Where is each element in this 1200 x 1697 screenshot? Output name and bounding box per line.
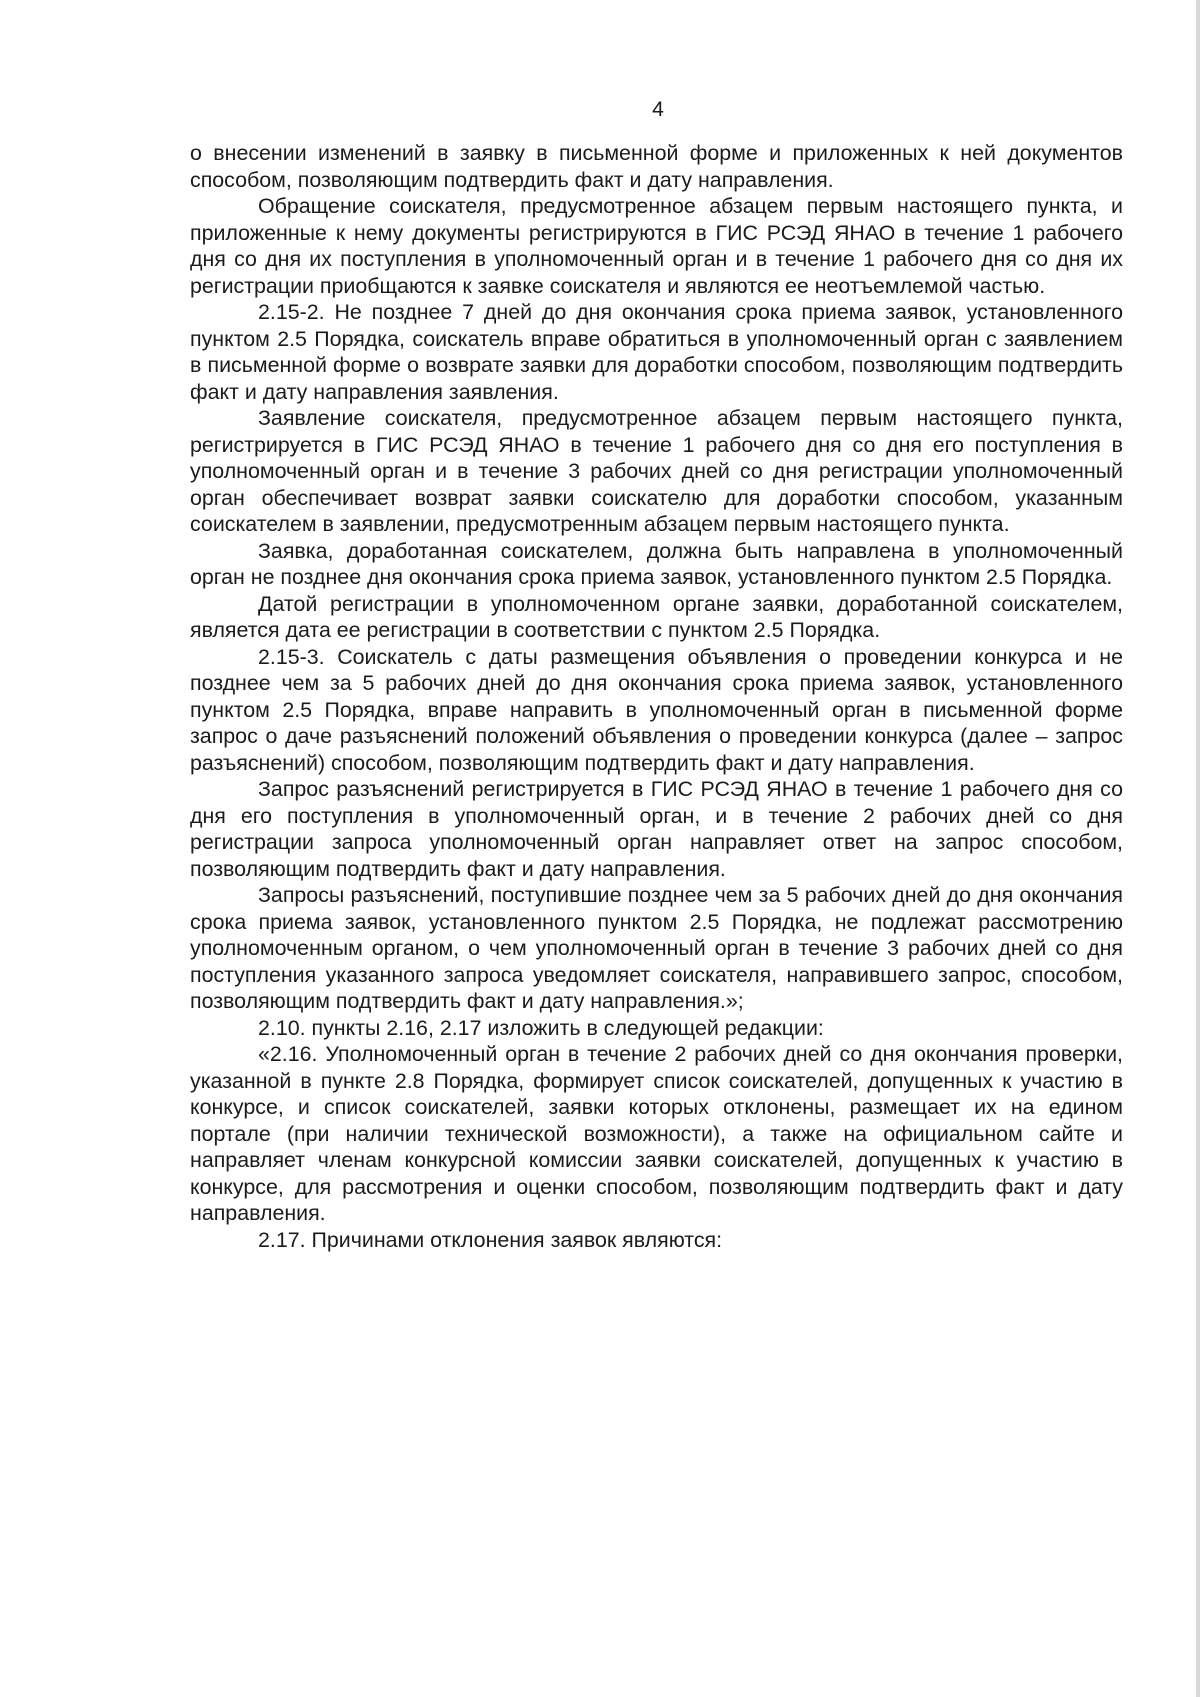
page-number: 4: [652, 98, 664, 121]
paragraph: «2.16. Уполномоченный орган в течение 2 рабочих дней со дня окончания проверки, указанной в пункте 2.8 Порядка, формирует список соискателей, допущенных к участию в конкурсе, и список соискателей, заявки которых отклонены, размещает их на едином портале (при наличии технической возможности), а также на официальном сайте и направляет членам конкурсной комиссии заявки соискателей, допущенных к участию в конкурсе, для рассмотрения и оценки способом, позволяющим подтвердить факт и дату направления.: [190, 1042, 1123, 1225]
paragraph: 2.17. Причинами отклонения заявок являются:: [258, 1227, 723, 1252]
paragraph: 2.15-3. Соискатель с даты размещения объявления о проведении конкурса и не позднее чем за 5 рабочих дней до дня окончания срока приема заявок, установленного пунктом 2.5 Порядка, вправе направить в уполномоченный орган в письменной форме запрос о даче разъяснений положений объявления о проведении конкурса (далее – запрос разъяснений) способом, позволяющим подтвердить факт и дату направления.: [190, 644, 1123, 775]
paragraph: Запрос разъяснений регистрируется в ГИС РСЭД ЯНАО в течение 1 рабочего дня со дня его поступления в уполномоченный орган, и в течение 2 рабочих дней со дня регистрации запроса уполномоченный орган направляет ответ на запрос способом, позволяющим подтвердить факт и дату направления.: [190, 777, 1123, 881]
paragraph: 2.15-2. Не позднее 7 дней до дня окончания срока приема заявок, установленного пунктом 2.5 Порядка, соискатель вправе обратиться в уполномоченный орган с заявлением в письменной форме о возврате заявки для доработки способом, позволяющим подтвердить факт и дату направления заявления.: [190, 300, 1123, 404]
paragraph: Заявление соискателя, предусмотренное абзацем первым настоящего пункта, регистрируется в ГИС РСЭД ЯНАО в течение 1 рабочего дня со дня его поступления в уполномоченный орган и в течение 3 рабочих дней со дня регистрации уполномоченный орган обеспечивает возврат заявки соискателю для доработки способом, указанным соискателем в заявлении, предусмотренным абзацем первым настоящего пункта.: [190, 406, 1123, 536]
paragraph: Запросы разъяснений, поступившие позднее чем за 5 рабочих дней до дня окончания срока приема заявок, установленного пунктом 2.5 Порядка, не подлежат рассмотрению уполномоченным органом, о чем уполномоченный орган в течение 3 рабочих дней со дня поступления указанного запроса уведомляет соискателя, направившего запрос, способом, позволяющим подтвердить факт и дату направления.»;: [190, 883, 1123, 1013]
paragraph: Обращение соискателя, предусмотренное абзацем первым настоящего пункта, и приложенные к нему документы регистрируются в ГИС РСЭД ЯНАО в течение 1 рабочего дня со дня их поступления в уполномоченный орган и в течение 1 рабочего дня со дня их регистрации приобщаются к заявке соискателя и являются ее неотъемлемой частью.: [190, 194, 1123, 298]
paragraph: о внесении изменений в заявку в письменной форме и приложенных к ней документов способом, позволяющим подтвердить факт и дату направления.: [190, 141, 1123, 192]
page-edge-shadow: [1196, 0, 1200, 1697]
paragraph: Заявка, доработанная соискателем, должна быть направлена в уполномоченный орган не позднее дня окончания срока приема заявок, установленного пунктом 2.5 Порядка.: [190, 538, 1123, 589]
paragraph: Датой регистрации в уполномоченном органе заявки, доработанной соискателем, является дата ее регистрации в соответствии с пунктом 2.5 Порядка.: [190, 591, 1123, 642]
document-body: [190, 140, 1123, 1253]
paragraph: 2.10. пункты 2.16, 2.17 изложить в следующей редакции:: [258, 1015, 824, 1040]
